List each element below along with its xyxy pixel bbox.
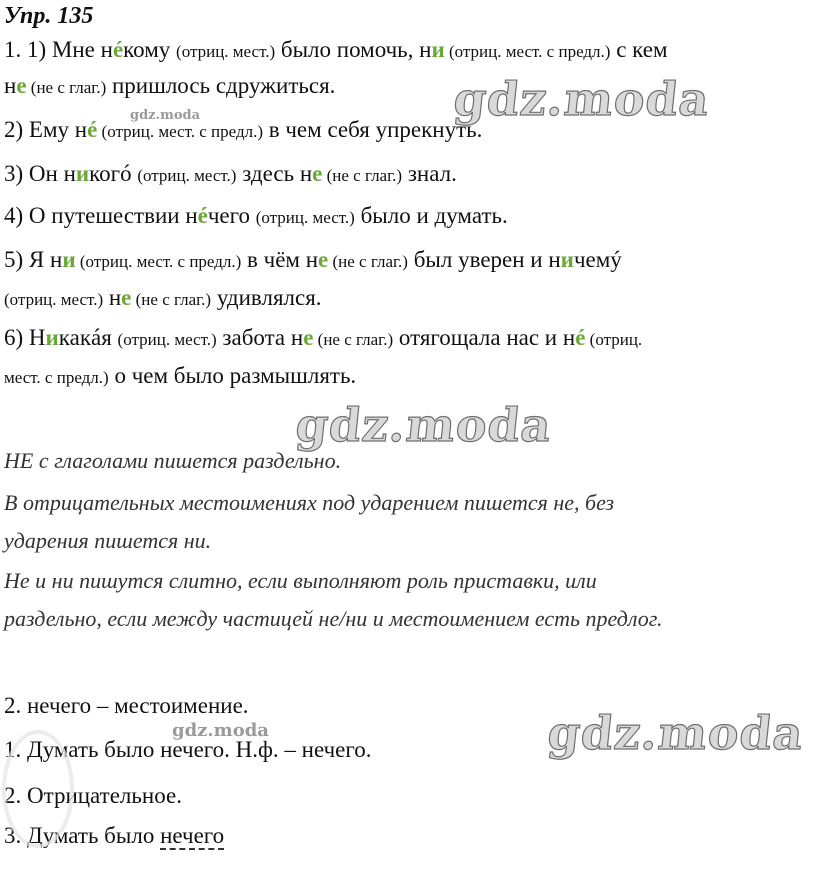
grammar-note: мест. с предл.) bbox=[4, 368, 109, 387]
text: 6) Н bbox=[4, 325, 46, 350]
highlight-letter: е bbox=[121, 285, 132, 310]
sentence-5-line-1 bbox=[4, 246, 622, 276]
grammar-note: (отриц. мест.) bbox=[176, 42, 276, 61]
exercise-title: Упр. 135 bbox=[4, 3, 94, 29]
grammar-note: (не с глаг.) bbox=[131, 290, 212, 309]
grammar-note: (отриц. мест. с предл.) bbox=[97, 122, 263, 141]
sentence-3 bbox=[4, 160, 457, 190]
text: было и думать. bbox=[354, 203, 508, 228]
highlight-letter: é bbox=[112, 37, 124, 62]
text: н bbox=[4, 73, 17, 98]
highlight-letter: е bbox=[312, 161, 323, 186]
rule-text: раздельно, если между частицей не/ни и местоимением есть предлог. bbox=[4, 606, 663, 631]
rule-text: В отрицательных местоимениях под ударением пишется не, без bbox=[4, 490, 615, 515]
grammar-note: (не с глаг.) bbox=[328, 252, 408, 271]
highlight-letter: е bbox=[303, 325, 314, 350]
text: с кем bbox=[610, 37, 668, 62]
watermark: gdz.moda bbox=[545, 706, 807, 760]
grammar-note: (не с глаг.) bbox=[313, 330, 394, 349]
rule-2-line-1 bbox=[4, 490, 614, 516]
highlight-letter: é bbox=[87, 117, 98, 142]
rule-1 bbox=[4, 448, 341, 474]
highlight-letter: é bbox=[197, 203, 208, 228]
sentence-1-line-2 bbox=[4, 72, 335, 102]
rule-2-line-2 bbox=[4, 528, 211, 554]
text: в чем себя упрекнуть. bbox=[263, 117, 483, 142]
text: чемý bbox=[573, 247, 622, 272]
text: чего bbox=[207, 203, 256, 228]
text: здесь н bbox=[236, 161, 313, 186]
part2-line-3: 2. Отрицательное. bbox=[4, 783, 182, 808]
watermark-small: gdz.moda bbox=[130, 108, 201, 123]
rule-text: ударения пишется ни. bbox=[4, 528, 212, 553]
highlight-letter: é bbox=[575, 325, 586, 350]
watermark: gdz.moda bbox=[451, 72, 713, 126]
part2-line-2: 1. Думать было нечего. Н.ф. – нечего. bbox=[4, 737, 372, 762]
text: 3) Он н bbox=[4, 161, 76, 186]
highlight-letter: и bbox=[75, 161, 90, 186]
text: когó bbox=[89, 161, 138, 186]
grammar-note: (не с глаг.) bbox=[322, 166, 403, 185]
sentence-6-line-2 bbox=[4, 362, 356, 392]
sentence-2 bbox=[4, 116, 482, 146]
highlight-letter: и bbox=[62, 247, 76, 272]
text: 4) О путешествии н bbox=[4, 203, 198, 228]
sentence-1-line-1 bbox=[4, 36, 668, 66]
sentence-5-line-2 bbox=[4, 284, 322, 314]
text: н bbox=[103, 285, 122, 310]
sentence-6-line-1 bbox=[4, 324, 642, 354]
text: 2) Ему н bbox=[4, 117, 88, 142]
rule-text: НЕ с глаголами пишется раздельно. bbox=[4, 448, 342, 473]
grammar-note: (отриц. мест.) bbox=[255, 208, 355, 227]
sentence-4 bbox=[4, 202, 508, 232]
grammar-note: (отриц. мест.) bbox=[137, 166, 237, 185]
text: 1. 1) Мне н bbox=[4, 37, 113, 62]
text: кому bbox=[123, 37, 177, 62]
highlight-letter: е bbox=[318, 247, 329, 272]
grammar-note: (отриц. bbox=[585, 330, 643, 349]
rule-3-line-2 bbox=[4, 606, 663, 632]
highlight-letter: и bbox=[431, 37, 445, 62]
grammar-note: (отриц. мест. с предл.) bbox=[444, 42, 611, 61]
text: был уверен и н bbox=[407, 247, 561, 272]
underlined-word: нечего bbox=[160, 823, 225, 848]
highlight-letter: и bbox=[560, 247, 574, 272]
text: в чём н bbox=[241, 247, 319, 272]
watermark: gdz.moda bbox=[293, 398, 555, 452]
text: 3. Думать было bbox=[4, 823, 161, 848]
grammar-note: (отриц. мест.) bbox=[117, 330, 217, 349]
text: удивлялся. bbox=[211, 285, 322, 310]
rule-text: Не и ни пишутся слитно, если выполняют роль приставки, или bbox=[4, 568, 597, 593]
rule-3-line-1 bbox=[4, 568, 597, 594]
grammar-note: (не с глаг.) bbox=[26, 78, 107, 97]
text: пришлось сдружиться. bbox=[106, 73, 336, 98]
highlight-letter: е bbox=[16, 73, 27, 98]
highlight-letter: и bbox=[45, 325, 59, 350]
text: забота н bbox=[216, 325, 304, 350]
text: было помочь, н bbox=[275, 37, 432, 62]
part2-line-1: 2. нечего – местоимение. bbox=[4, 693, 249, 718]
text: 5) Я н bbox=[4, 247, 63, 272]
grammar-note: (отриц. мест. с предл.) bbox=[75, 252, 242, 271]
watermark-small: gdz.moda bbox=[172, 720, 269, 741]
text: о чем было размышлять. bbox=[108, 363, 357, 388]
text: какáя bbox=[58, 325, 118, 350]
grammar-note: (отриц. мест.) bbox=[4, 290, 104, 309]
copyright-watermark-icon bbox=[2, 730, 74, 848]
text: отягощала нас и н bbox=[393, 325, 576, 350]
text: знал. bbox=[402, 161, 457, 186]
